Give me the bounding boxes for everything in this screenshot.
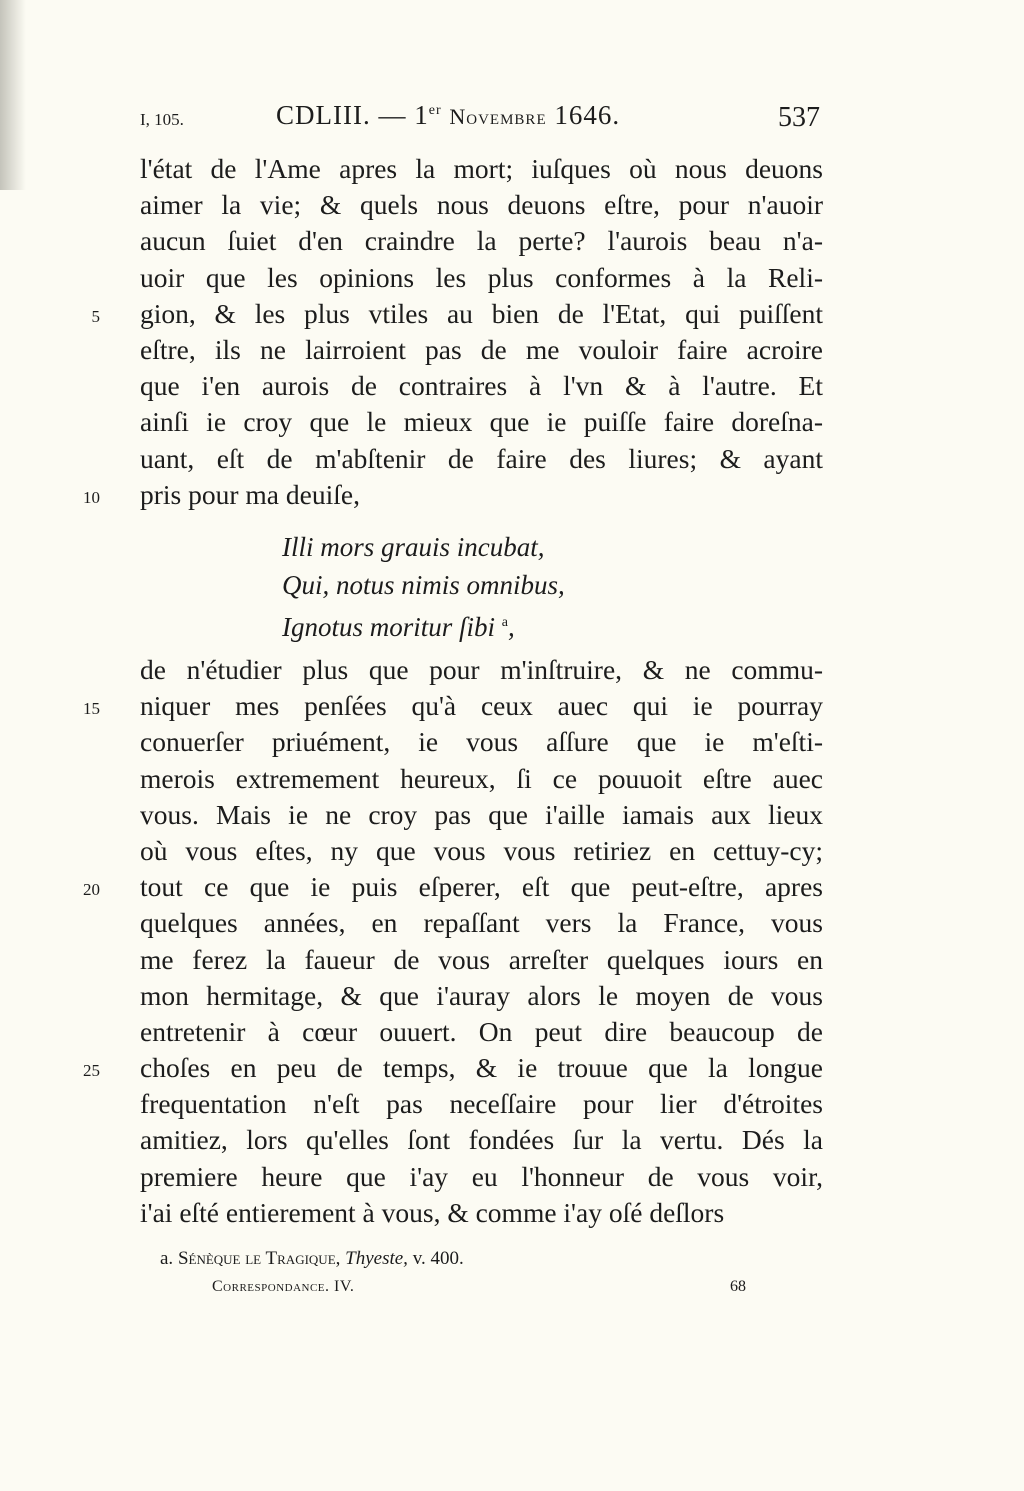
verse-line: Qui, notus nimis omnibus, bbox=[282, 570, 565, 600]
text-line bbox=[140, 441, 823, 477]
page-edge-shadow bbox=[0, 0, 26, 190]
footnote-marker: a bbox=[501, 615, 508, 630]
text-line bbox=[140, 1159, 823, 1195]
text-line bbox=[140, 978, 823, 1014]
line-number: 25 bbox=[83, 1061, 100, 1081]
line-text: quelques années, en repaſſant vers la France, vous bbox=[140, 907, 823, 939]
line-text: mon hermitage, & que i'auray alors le moyen de vous bbox=[140, 979, 823, 1011]
footnote-author: Sénèque le Tragique, bbox=[177, 1248, 341, 1269]
text-line bbox=[83, 477, 823, 513]
line-number: 20 bbox=[83, 880, 100, 900]
page-number: 537 bbox=[778, 102, 820, 133]
text-line bbox=[140, 761, 823, 797]
line-text: tout ce que ie puis eſperer, eſt que peut-eſtre, apres bbox=[140, 871, 823, 903]
line-text: eſtre, ils ne lairroient pas de me vouloir faire acroire bbox=[140, 333, 823, 365]
header-title bbox=[276, 100, 620, 131]
line-text: entretenir à cœur ouuert. On peut dire beaucoup de bbox=[140, 1015, 823, 1047]
line-text: pris pour ma deuiſe, bbox=[140, 478, 360, 510]
line-text: où vous eſtes, ny que vous vous retiriez en cettuy-cy; bbox=[140, 834, 823, 866]
line-text: que i'en aurois de contraires à l'vn & à l'autre. Et bbox=[140, 370, 823, 402]
line-text: l'état de l'Ame apres la mort; iuſques où nous deuons bbox=[140, 153, 823, 184]
text-line bbox=[140, 368, 823, 404]
text-line bbox=[140, 905, 823, 941]
text-line bbox=[140, 1122, 823, 1158]
line-text: niquer mes penſées qu'à ceux auec qui ie pourray bbox=[140, 690, 823, 722]
verse-line: Illi mors grauis incubat, bbox=[282, 532, 545, 562]
line-text: conuerſer priuément, ie vous aſſure que ie m'eſti- bbox=[140, 726, 823, 758]
latin-verse bbox=[282, 528, 565, 642]
header-sup: er bbox=[428, 103, 442, 118]
text-line bbox=[140, 652, 823, 688]
line-text: gion, & les plus vtiles au bien de l'Etat, qui puiſſent bbox=[140, 297, 823, 329]
text-line bbox=[140, 223, 823, 259]
line-number: 5 bbox=[91, 306, 100, 326]
paragraph-2 bbox=[83, 652, 823, 1231]
text-line bbox=[140, 833, 823, 869]
running-header bbox=[0, 100, 1024, 140]
line-text: merois extremement heureux, ſi ce pouuoit eſtre auec bbox=[140, 762, 823, 794]
line-number: 10 bbox=[83, 487, 100, 507]
line-text: choſes en peu de temps, & ie trouue que la longue bbox=[140, 1052, 823, 1084]
line-text: frequentation n'eſt pas neceſſaire pour lier d'étroites bbox=[140, 1088, 823, 1120]
line-text: aucun ſuiet d'en craindre la perte? l'aurois beau n'a- bbox=[140, 225, 823, 257]
text-line bbox=[140, 724, 823, 760]
text-line bbox=[83, 869, 823, 905]
header-reference: I, 105. bbox=[140, 110, 184, 129]
line-text: me ferez la faueur de vous arreſter quelques iours en bbox=[140, 943, 823, 975]
signature-line bbox=[0, 1278, 1024, 1304]
text-line bbox=[140, 260, 823, 296]
line-text: aimer la vie; & quels nous deuons eſtre, pour n'auoir bbox=[140, 189, 823, 221]
text-line bbox=[140, 942, 823, 978]
text-line bbox=[91, 296, 823, 332]
verse-line: Ignotus moritur ſibi $^a$, bbox=[282, 612, 515, 642]
footnote: a. Sénèque le Tragique, Thyeste, v. 400. bbox=[160, 1248, 464, 1269]
footnote-work: Thyeste, bbox=[345, 1248, 408, 1269]
footnote-verse-ref: v. 400. bbox=[412, 1248, 464, 1269]
header-year: 1646. bbox=[554, 100, 621, 130]
text-line bbox=[83, 688, 823, 724]
text-line bbox=[140, 187, 823, 223]
text-line bbox=[140, 797, 823, 833]
text-line bbox=[140, 151, 823, 187]
line-text: de n'étudier plus que pour m'inſtruire, & ne commu- bbox=[140, 654, 823, 685]
line-text: ainſi ie croy que le mieux que ie puiſſe faire doreſna- bbox=[140, 406, 823, 438]
signature-title: Correspondance. IV. bbox=[212, 1278, 355, 1295]
text-line bbox=[140, 1195, 823, 1231]
line-number: 15 bbox=[83, 699, 100, 719]
line-text: vous. Mais ie ne croy pas que i'aille iamais aux lieux bbox=[140, 798, 823, 830]
text-line bbox=[140, 404, 823, 440]
header-month: Novembre bbox=[449, 104, 547, 129]
line-text: i'ai eſté entierement à vous, & comme i'ay oſé deſlors bbox=[140, 1196, 725, 1228]
signature-number: 68 bbox=[730, 1278, 746, 1295]
text-line bbox=[140, 332, 823, 368]
header-numeral: CDLIII. — 1 bbox=[276, 100, 429, 130]
text-line bbox=[140, 1086, 823, 1122]
paragraph-1 bbox=[83, 151, 823, 513]
line-text: uant, eſt de m'abſtenir de faire des liures; & ayant bbox=[140, 442, 823, 474]
line-text: uoir que les opinions les plus conformes à la Reli- bbox=[140, 261, 823, 293]
text-line bbox=[83, 1050, 823, 1086]
text-line bbox=[140, 1014, 823, 1050]
line-text: amitiez, lors qu'elles ſont fondées ſur la vertu. Dés la bbox=[140, 1124, 823, 1156]
line-text: premiere heure que i'ay eu l'honneur de vous voir, bbox=[140, 1160, 823, 1192]
